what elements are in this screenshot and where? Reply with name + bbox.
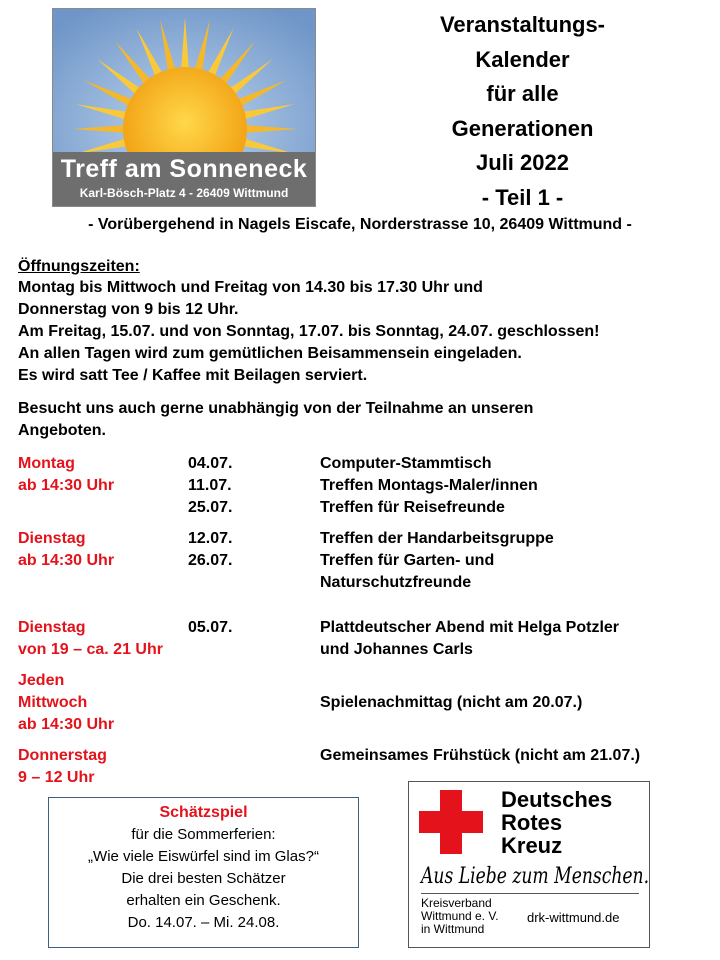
game-line: Do. 14.07. – Mi. 24.08. xyxy=(127,914,280,931)
schedule-date: 12.07. xyxy=(188,530,233,547)
location-note: - Vorübergehend in Nagels Eiscafe, Norderstrasse 10, 26409 Wittmund - xyxy=(88,216,632,233)
red-cross-icon xyxy=(419,790,483,854)
game-title: Schätzspiel xyxy=(159,804,248,821)
title-line: Kalender xyxy=(475,46,570,72)
calendar-title xyxy=(400,8,645,215)
schedule-day: Jeden xyxy=(18,672,65,689)
game-line: erhalten ein Geschenk. xyxy=(126,892,281,909)
schedule-day: Donnerstag xyxy=(18,747,107,764)
drk-slogan: Aus Liebe zum Menschen. xyxy=(421,864,650,889)
schedule-day: Mittwoch xyxy=(18,694,88,711)
logo-band xyxy=(53,152,315,206)
schedule-event: Plattdeutscher Abend mit Helga Potzler xyxy=(320,619,620,636)
hours-line: An allen Tagen wird zum gemütlichen Beisammensein eingeladen. xyxy=(18,345,522,362)
drk-divider xyxy=(421,893,639,894)
hours-line: Montag bis Mittwoch und Freitag von 14.30 bis 17.30 Uhr und xyxy=(18,279,483,296)
drk-name-line: Kreuz xyxy=(501,833,563,858)
title-line: Veranstaltungs- xyxy=(439,12,606,37)
drk-name-line: Rotes xyxy=(501,810,563,835)
drk-website: drk-wittmund.de xyxy=(527,910,620,925)
game-line: Die drei besten Schätzer xyxy=(121,870,286,887)
schedule-date: 26.07. xyxy=(188,552,233,569)
logo-name: Treff am Sonneneck xyxy=(60,155,308,183)
hours-line: Am Freitag, 15.07. und von Sonntag, 17.07. bis Sonntag, 24.07. geschlossen! xyxy=(18,323,600,340)
drk-organization xyxy=(421,897,499,936)
hours-line: Donnerstag von 9 bis 12 Uhr. xyxy=(18,301,239,318)
schedule-event: Treffen Montags-Maler/innen xyxy=(320,477,538,494)
drk-name xyxy=(501,788,612,857)
schedule-date: 05.07. xyxy=(188,619,233,636)
logo-treff-am-sonneneck xyxy=(52,8,316,207)
invite-line: Besucht uns auch gerne unabhängig von der Teilnahme an unseren xyxy=(18,400,534,417)
game-line: für die Sommerferien: xyxy=(131,826,276,843)
schedule-day: Montag xyxy=(18,455,75,472)
hours-heading: Öffnungszeiten: xyxy=(18,258,140,275)
schedule-event: Naturschutzfreunde xyxy=(320,574,472,591)
schedule-date: 25.07. xyxy=(188,499,233,516)
drk-logo-box xyxy=(408,781,650,948)
schedule-time: 9 – 12 Uhr xyxy=(18,769,95,786)
schedule-event: Computer-Stammtisch xyxy=(320,455,492,472)
schedule-event: und Johannes Carls xyxy=(320,641,473,658)
schedule-time: von 19 – ca. 21 Uhr xyxy=(18,641,163,658)
schedule-event: Treffen für Garten- und xyxy=(320,552,495,569)
title-line: Generationen xyxy=(451,115,594,141)
invite-line: Angeboten. xyxy=(18,422,106,439)
title-line: Juli 2022 xyxy=(476,150,569,175)
drk-org-line: Wittmund e. V. xyxy=(421,909,499,923)
drk-org-line: in Wittmund xyxy=(421,922,485,936)
guessing-game-box xyxy=(48,797,359,948)
title-line: - Teil 1 - xyxy=(481,184,564,210)
schedule-date: 04.07. xyxy=(188,455,233,472)
schedule-time: ab 14:30 Uhr xyxy=(18,552,115,569)
schedule-event: Spielenachmittag (nicht am 20.07.) xyxy=(320,694,583,711)
drk-org-line: Kreisverband xyxy=(421,896,492,910)
schedule-event: Gemeinsames Frühstück (nicht am 21.07.) xyxy=(320,747,641,764)
schedule-event: Treffen für Reisefreunde xyxy=(320,499,505,516)
game-line: „Wie viele Eiswürfel sind im Glas?“ xyxy=(88,848,319,865)
drk-name-line: Deutsches xyxy=(501,787,613,812)
logo-address: Karl-Bösch-Platz 4 - 26409 Wittmund xyxy=(79,186,289,200)
schedule-event: Treffen der Handarbeitsgruppe xyxy=(320,530,554,547)
title-line: für alle xyxy=(486,81,559,106)
hours-line: Es wird satt Tee / Kaffee mit Beilagen serviert. xyxy=(18,367,368,384)
schedule-time: ab 14:30 Uhr xyxy=(18,477,115,494)
schedule-day: Dienstag xyxy=(18,530,86,547)
schedule-time: ab 14:30 Uhr xyxy=(18,716,115,733)
schedule-date: 11.07. xyxy=(188,477,232,494)
schedule-day: Dienstag xyxy=(18,619,86,636)
